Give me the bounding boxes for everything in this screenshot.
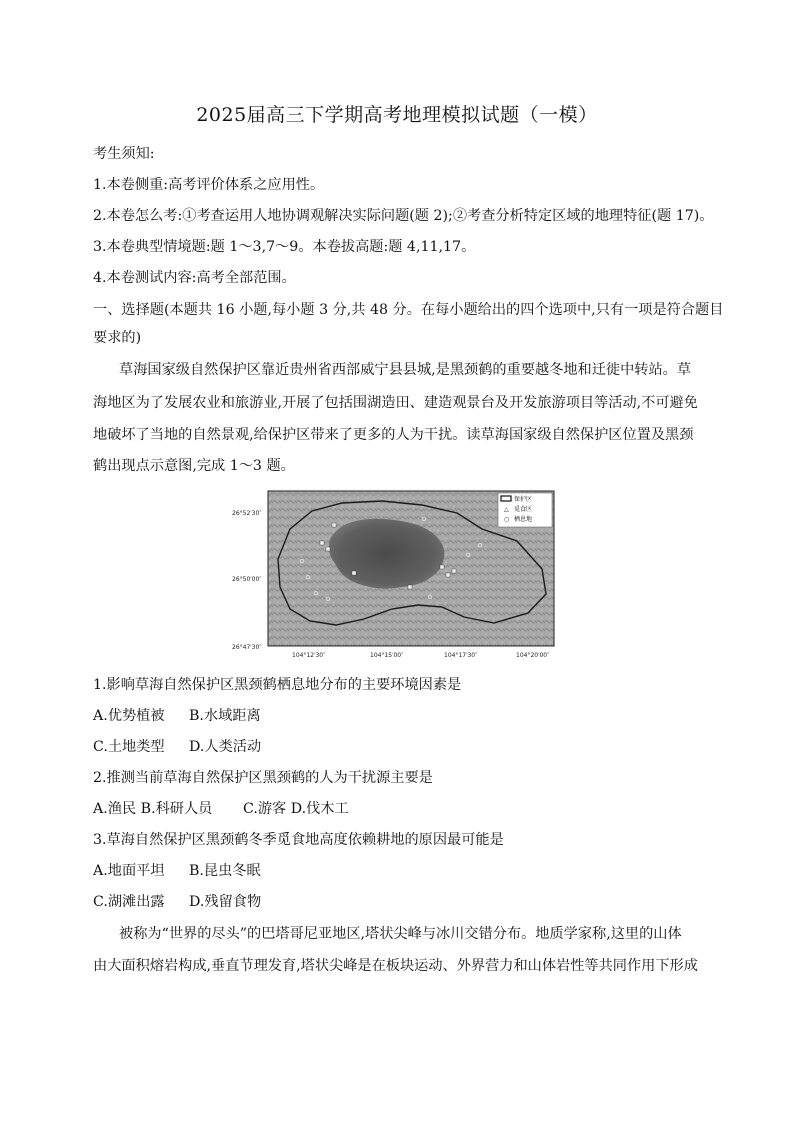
reserve-map-figure — [232, 489, 562, 661]
legend-reserve: 保护区 — [514, 496, 533, 503]
passage1-line-4: 鹤出现点示意图,完成 1～3 题。 — [93, 458, 295, 474]
passage1-line-1: 草海国家级自然保护区靠近贵州省西部威宁县县城,是黑颈鹤的重要越冬地和迁徙中转站。草 — [119, 362, 692, 378]
q3-option-a[interactable]: A.地面平坦 — [93, 863, 165, 879]
notice-item-1: 1.本卷侧重:高考评价体系之应用性。 — [93, 177, 325, 193]
notice-item-4: 4.本卷测试内容:高考全部范围。 — [93, 270, 296, 286]
section-heading-line-2: 要求的) — [93, 330, 142, 346]
lon-label-2: 104°15′00″ — [370, 652, 404, 659]
legend-habitat-icon: ○ — [504, 516, 510, 523]
q1-option-a[interactable]: A.优势植被 — [93, 708, 165, 724]
reserve-map — [232, 489, 562, 661]
notice-heading: 考生须知: — [93, 146, 155, 162]
legend-foraging-icon: △ — [504, 506, 509, 513]
lon-label-3: 104°17′30″ — [444, 652, 478, 659]
question-1-options-row-2 — [93, 737, 261, 757]
lon-label-4: 104°20′00″ — [516, 652, 550, 659]
q3-option-b[interactable]: B.昆虫冬眠 — [189, 863, 261, 879]
passage1-line-2: 海地区为了发展农业和旅游业,开展了包括围湖造田、建造观景台及开发旅游项目等活动,不可避免 — [93, 395, 698, 411]
passage2-line-1: 被称为“世界的尽头”的巴塔哥尼亚地区,塔状尖峰与冰川交错分布。地质学家称,这里的山体 — [119, 926, 682, 942]
question-3-options-row-2 — [93, 892, 261, 912]
q3-option-d[interactable]: D.残留食物 — [189, 894, 262, 910]
lat-label-2: 26°50′00″ — [232, 576, 262, 583]
lon-label-1: 104°12′30″ — [292, 652, 326, 659]
legend-habitat: 栖息地 — [514, 516, 533, 523]
question-3-stem: 3.草海自然保护区黑颈鹤冬季觅食地高度依赖耕地的原因最可能是 — [93, 832, 504, 848]
legend-foraging: 觅食区 — [514, 506, 533, 513]
passage1-line-3: 地破坏了当地的自然景观,给保护区带来了更多的人为干扰。读草海国家级自然保护区位置及黑颈 — [93, 427, 694, 443]
q2-option-cd[interactable]: C.游客 D.伐木工 — [243, 801, 349, 817]
question-2-stem: 2.推测当前草海自然保护区黑颈鹤的人为干扰源主要是 — [93, 770, 433, 786]
question-1-stem: 1.影响草海自然保护区黑颈鹤栖息地分布的主要环境因素是 — [93, 677, 462, 693]
question-1-options-row-1 — [93, 706, 261, 726]
lat-label-3: 26°47′30″ — [232, 644, 262, 651]
question-3-options-row-1 — [93, 861, 261, 881]
passage2-line-2: 由大面积熔岩构成,垂直节理发育,塔状尖峰是在板块运动、外界营力和山体岩性等共同作用下形成 — [93, 958, 698, 974]
q2-option-ab[interactable]: A.渔民 B.科研人员 — [93, 801, 213, 817]
q1-option-c[interactable]: C.土地类型 — [93, 739, 165, 755]
lat-label-1: 26°52′30″ — [232, 510, 262, 517]
question-2-options-row-1 — [93, 799, 349, 819]
section-heading-line-1: 一、选择题(本题共 16 小题,每小题 3 分,共 48 分。在每小题给出的四个选项中,只有一项是符合题目 — [93, 302, 724, 318]
q1-option-d[interactable]: D.人类活动 — [189, 739, 262, 755]
q1-option-b[interactable]: B.水域距离 — [189, 708, 261, 724]
exam-title: 2025届高三下学期高考地理模拟试题（一模） — [196, 104, 598, 126]
map-legend — [498, 493, 552, 527]
notice-item-3: 3.本卷典型情境题:题 1～3,7～9。本卷拔高题:题 4,11,17。 — [93, 239, 476, 255]
q3-option-c[interactable]: C.湖滩出露 — [93, 894, 165, 910]
notice-item-2: 2.本卷怎么考:①考查运用人地协调观解决实际问题(题 2);②考查分析特定区域的地理特征(题 17)。 — [93, 208, 714, 224]
